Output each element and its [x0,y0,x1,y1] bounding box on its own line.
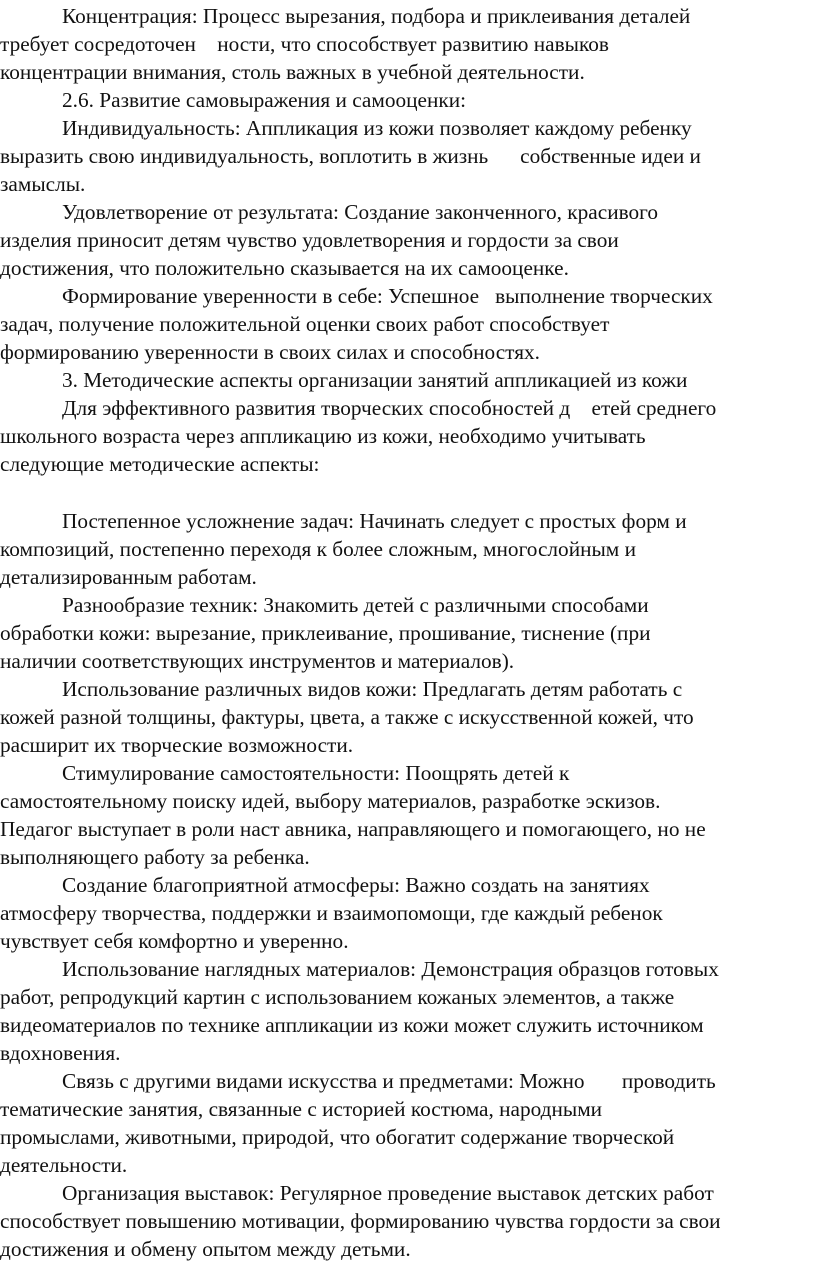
text-line: тематические занятия, связанные с историей костюма, народными [0,1097,603,1121]
text-line: достижения, что положительно сказывается на их самооценке. [0,256,569,280]
text-line: требует сосредоточен ности, что способствует развитию навыков [0,32,609,56]
text-line: работ, репродукций картин с использованием кожаных элементов, а также [0,985,675,1009]
text-line: Использование различных видов кожи: Предлагать детям работать с [62,677,683,701]
text-line: концентрации внимания, столь важных в учебной деятельности. [0,60,585,84]
text-line: школьного возраста через аппликацию из кожи, необходимо учитывать [0,424,646,448]
text-line: Удовлетворение от результата: Создание законченного, красивого [62,200,658,224]
text-line: Индивидуальность: Аппликация из кожи позволяет каждому ребенку [62,116,692,140]
text-line: Педагог выступает в роли наст авника, направляющего и помогающего, но не [0,817,706,841]
text-line: Связь с другими видами искусства и предметами: Можно проводить [62,1069,716,1093]
section-heading: 3. Методические аспекты организации занятий аппликацией из кожи [62,368,688,392]
text-line: задач, получение положительной оценки своих работ способствует [0,312,610,336]
text-line: способствует повышению мотивации, формированию чувства гордости за свои [0,1209,721,1233]
text-line: Постепенное усложнение задач: Начинать следует с простых форм и [62,509,687,533]
text-line: Концентрация: Процесс вырезания, подбора и приклеивания деталей [62,4,691,28]
text-line: детализированным работам. [0,565,257,589]
text-line: формированию уверенности в своих силах и способностях. [0,340,540,364]
text-line: чувствует себя комфортно и уверенно. [0,929,349,953]
text-line: Для эффективного развития творческих способностей д етей среднего [62,396,717,420]
text-line: композиций, постепенно переходя к более сложным, многослойным и [0,537,636,561]
text-line: замыслы. [0,172,86,196]
section-heading: 2.6. Развитие самовыражения и самооценки: [62,88,467,112]
text-line: самостоятельному поиску идей, выбору материалов, разработке эскизов. [0,789,661,813]
text-line: атмосферу творчества, поддержки и взаимопомощи, где каждый ребенок [0,901,663,925]
text-line: Формирование уверенности в себе: Успешное выполнение творческих [62,284,713,308]
text-line: выразить свою индивидуальность, воплотить в жизнь собственные идеи и [0,144,701,168]
text-line: изделия приносит детям чувство удовлетворения и гордости за свои [0,228,619,252]
text-line: Создание благоприятной атмосферы: Важно создать на занятиях [62,873,650,897]
text-line: следующие методические аспекты: [0,452,320,476]
text-line: наличии соответствующих инструментов и материалов). [0,649,515,673]
text-line: Стимулирование самостоятельности: Поощрять детей к [62,761,570,785]
text-line: вдохновения. [0,1041,121,1065]
text-line: Использование наглядных материалов: Демонстрация образцов готовых [62,957,719,981]
text-line: расширит их творческие возможности. [0,733,354,757]
text-line: выполняющего работу за ребенка. [0,845,310,869]
text-line: Организация выставок: Регулярное проведение выставок детских работ [62,1181,714,1205]
text-line: деятельности. [0,1153,128,1177]
text-line: Разнообразие техник: Знакомить детей с различными способами [62,593,649,617]
text-line: видеоматериалов по технике аппликации из кожи может служить источником [0,1013,704,1037]
text-line: обработки кожи: вырезание, приклеивание, прошивание, тиснение (при [0,621,651,645]
text-line: достижения и обмену опытом между детьми. [0,1237,411,1261]
text-line: промыслами, животными, природой, что обогатит содержание творческой [0,1125,675,1149]
text-line: кожей разной толщины, фактуры, цвета, а также с искусственной кожей, что [0,705,694,729]
